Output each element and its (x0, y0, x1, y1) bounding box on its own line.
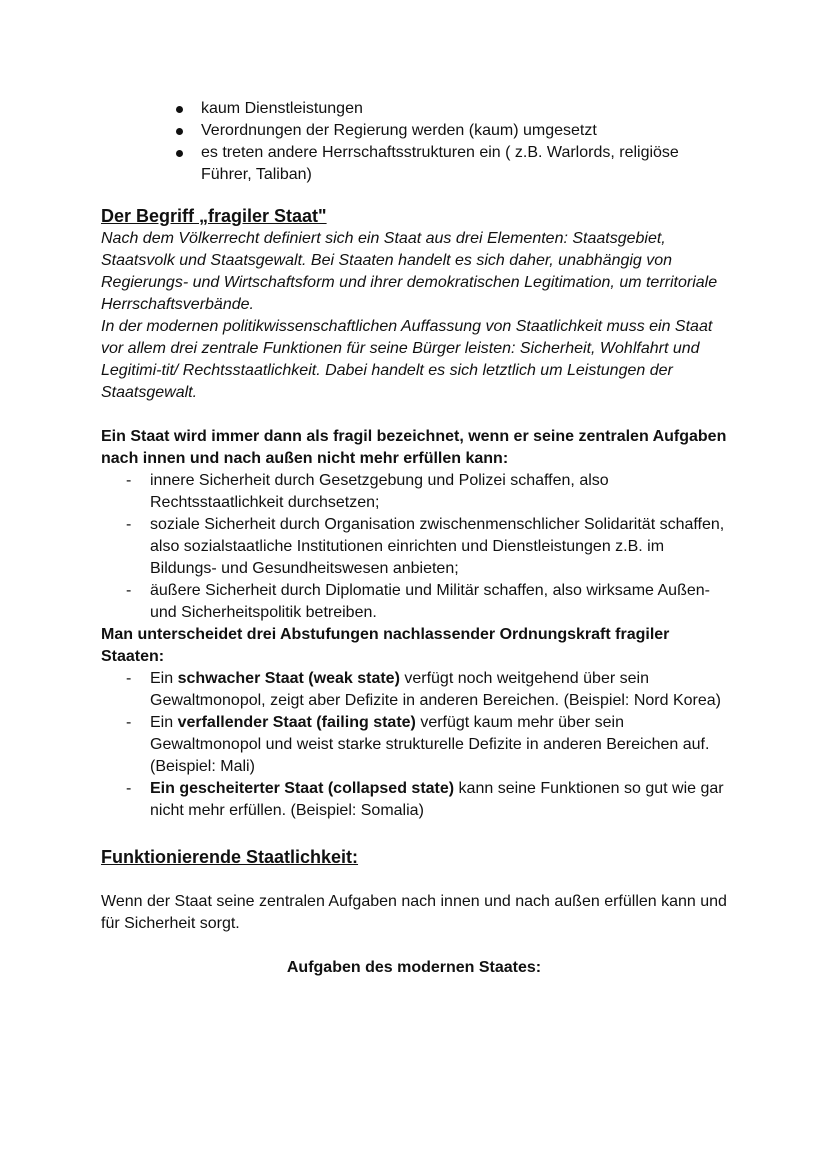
fragile-lead-text: Ein Staat wird immer dann als fragil bezeichnet, wenn er seine zentralen Aufgaben nach innen und nach außen nicht mehr erfüllen kann: (101, 428, 727, 467)
list-item-weak-state (124, 668, 731, 712)
list-text: verfügt kaum mehr über sein Gewaltmonopol und weist starke strukturelle Defizite in anderen Bereichen auf. (Beispiel: Mali) (150, 714, 710, 775)
term-failing-state: verfallender Staat (failing state) (177, 714, 416, 731)
list-text: kann seine Funktionen so gut wie gar nicht mehr erfüllen. (Beispiel: Somalia) (150, 780, 724, 819)
document-page (101, 98, 731, 979)
term-collapsed-state: Ein gescheiterter Staat (collapsed state) (150, 780, 455, 797)
list-text: Ein (150, 714, 178, 731)
levels-lead-text: Man unterscheidet drei Abstufungen nachlassender Ordnungskraft fragiler Staaten: (101, 626, 670, 665)
list-item: - soziale Sicherheit durch Organisation zwischenmenschlicher Solidarität schaffen, also sozialstaatliche Institutionen einrichten und Dienstleistungen z.B. im Bildungs- und Gesundheitswesen anbieten; (124, 514, 731, 580)
list-text: verfügt noch weitgehend über sein Gewaltmonopol, zeigt aber Defizite in anderen Bereichen. (Beispiel: Nord Korea) (150, 670, 721, 709)
term-weak-state: schwacher Staat (weak state) (177, 670, 400, 687)
list-item: es treten andere Herrschaftsstrukturen ein ( z.B. Warlords, religiöse Führer, Taliban) (173, 142, 731, 186)
list-item: - äußere Sicherheit durch Diplomatie und Militär schaffen, also wirksame Außen- und Sicherheitspolitik betreiben. (124, 580, 731, 624)
centered-heading-aufgaben: Aufgaben des modernen Staates: (286, 959, 542, 976)
list-item-failing-state (124, 712, 731, 778)
list-item: - innere Sicherheit durch Gesetzgebung und Polizei schaffen, also Rechtsstaatlichkeit durchsetzen; (124, 470, 731, 514)
list-item-collapsed-state (124, 778, 731, 822)
section-heading-fragiler-staat: Der Begriff „fragiler Staat" (101, 206, 327, 226)
top-bullet-list (101, 98, 731, 186)
fragile-task-list (101, 470, 731, 624)
definition-paragraph: Nach dem Völkerrecht definiert sich ein Staat aus drei Elementen: Staatsgebiet, Staatsvolk und Staatsgewalt. Bei Staaten handelt es sich daher, unabhängig von Regierungs- und Wirtschaftsform und ihrer demokratischen Legitimation, um territoriale Herrschaftsverbände. (101, 230, 718, 313)
section-heading-funktionierende-staatlichkeit: Funktionierende Staatlichkeit: (101, 847, 359, 867)
list-text: Ein (150, 670, 178, 687)
levels-list (101, 668, 731, 822)
spacer (101, 869, 731, 891)
functions-paragraph: In der modernen politikwissenschaftlichen Auffassung von Staatlichkeit muss ein Staat vor allem drei zentrale Funktionen für seine Bürger leisten: Sicherheit, Wohlfahrt und Legitimi-tit/ Rechtsstaatlichkeit. Dabei handelt es sich letztlich um Leistungen der Staatsgewalt. (101, 318, 713, 401)
list-item: kaum Dienstleistungen (173, 98, 731, 120)
functioning-paragraph: Wenn der Staat seine zentralen Aufgaben nach innen und nach außen erfüllen kann und für Sicherheit sorgt. (101, 893, 727, 932)
list-item: Verordnungen der Regierung werden (kaum) umgesetzt (173, 120, 731, 142)
